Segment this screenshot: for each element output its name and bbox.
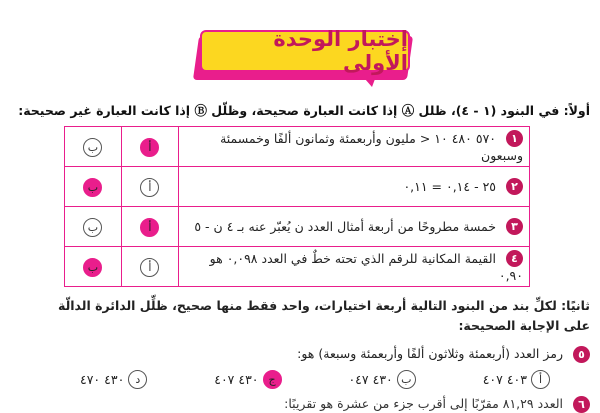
true-false-table bbox=[64, 126, 530, 287]
statement-cell bbox=[178, 247, 529, 287]
item-number: ٢ bbox=[506, 178, 523, 195]
answer-b-bubble[interactable]: ب bbox=[83, 138, 102, 157]
option-bubble[interactable]: ب bbox=[397, 370, 416, 389]
title-banner bbox=[190, 26, 422, 92]
answer-a-cell bbox=[121, 167, 178, 207]
option-value: ٤٣٠ ٠٤٧ bbox=[348, 372, 393, 387]
answer-b-bubble[interactable]: ب bbox=[83, 218, 102, 237]
option-bubble[interactable]: ج bbox=[263, 370, 282, 389]
instructions: أولاً: في البنود (١ - ٤)، ظلل Ⓐ إذا كانت العبارة صحيحة، وظلّل Ⓑ إذا كانت العبارة غير صحيحة: bbox=[18, 103, 590, 118]
banner-face bbox=[200, 27, 410, 75]
answer-a-cell bbox=[121, 247, 178, 287]
table-row bbox=[65, 207, 530, 247]
answer-a-bubble[interactable]: أ bbox=[140, 258, 159, 277]
answer-b-cell bbox=[65, 127, 122, 167]
answer-option[interactable] bbox=[214, 370, 281, 389]
option-value: ٤٠٣ ٤٠٧ bbox=[482, 372, 527, 387]
answer-b-bubble[interactable]: ب bbox=[83, 258, 102, 277]
option-value: ٤٣٠ ٤٠٧ bbox=[214, 372, 259, 387]
statement-text: خمسة مطروحًا من أربعة أمثال العدد ن يُعبّر عنه بـ ٤ ن - ٥ bbox=[194, 219, 497, 234]
question-5-options bbox=[80, 370, 550, 389]
statement-text: ٢٥ - ٠,١٤ = ٠,١١ bbox=[403, 179, 497, 194]
option-bubble[interactable]: د bbox=[128, 370, 147, 389]
answer-option[interactable] bbox=[483, 370, 550, 389]
option-bubble[interactable]: أ bbox=[531, 370, 550, 389]
question-5 bbox=[10, 346, 590, 363]
section-two-heading: ثانيًا: لكلِّ بند من البنود التالية أربعة اختيارات، واحد فقط منها صحيح، ظلِّل الدائرة الدالّة على الإجابة الصحيحة: bbox=[57, 298, 590, 333]
item-number: ٤ bbox=[506, 250, 523, 267]
question-number: ٥ bbox=[573, 346, 590, 363]
question-text: رمز العدد (أربعمئة وثلاثون ألفًا وأربعمئة وسبعة) هو: bbox=[297, 346, 564, 361]
page-title: إختبار الوحدة الأولى bbox=[273, 27, 408, 75]
statement-text: ٥٧٠ ٤٨٠ ١٠ < مليون وأربعمئة وثمانون ألفًا وخمسمئة وسبعون bbox=[220, 131, 523, 163]
statement-cell bbox=[178, 127, 529, 167]
table-row bbox=[65, 127, 530, 167]
answer-a-bubble[interactable]: أ bbox=[140, 218, 159, 237]
question-number: ٦ bbox=[573, 396, 590, 413]
answer-a-cell bbox=[121, 207, 178, 247]
answer-option[interactable] bbox=[348, 370, 415, 389]
answer-a-bubble[interactable]: أ bbox=[140, 138, 159, 157]
item-number: ١ bbox=[506, 130, 523, 147]
statement-cell bbox=[178, 207, 529, 247]
table-row bbox=[65, 167, 530, 207]
statement-cell bbox=[178, 167, 529, 207]
answer-option[interactable] bbox=[80, 370, 147, 389]
answer-b-cell bbox=[65, 207, 122, 247]
answer-b-cell bbox=[65, 167, 122, 207]
question-text: العدد ٨١,٢٩ مقرّبًا إلى أقرب جزء من عشرة هو تقريبًا: bbox=[284, 396, 564, 411]
item-number: ٣ bbox=[506, 218, 523, 235]
answer-a-cell bbox=[121, 127, 178, 167]
statement-text: القيمة المكانية للرقم الذي تحته خطٌ في العدد ٠,٠٩٨ هو ٠,٩٠ bbox=[209, 251, 523, 283]
answer-a-bubble[interactable]: أ bbox=[140, 178, 159, 197]
answer-b-cell bbox=[65, 247, 122, 287]
answer-b-bubble[interactable]: ب bbox=[83, 178, 102, 197]
option-value: ٤٣٠ ٤٧٠ bbox=[80, 372, 125, 387]
table-row bbox=[65, 247, 530, 287]
